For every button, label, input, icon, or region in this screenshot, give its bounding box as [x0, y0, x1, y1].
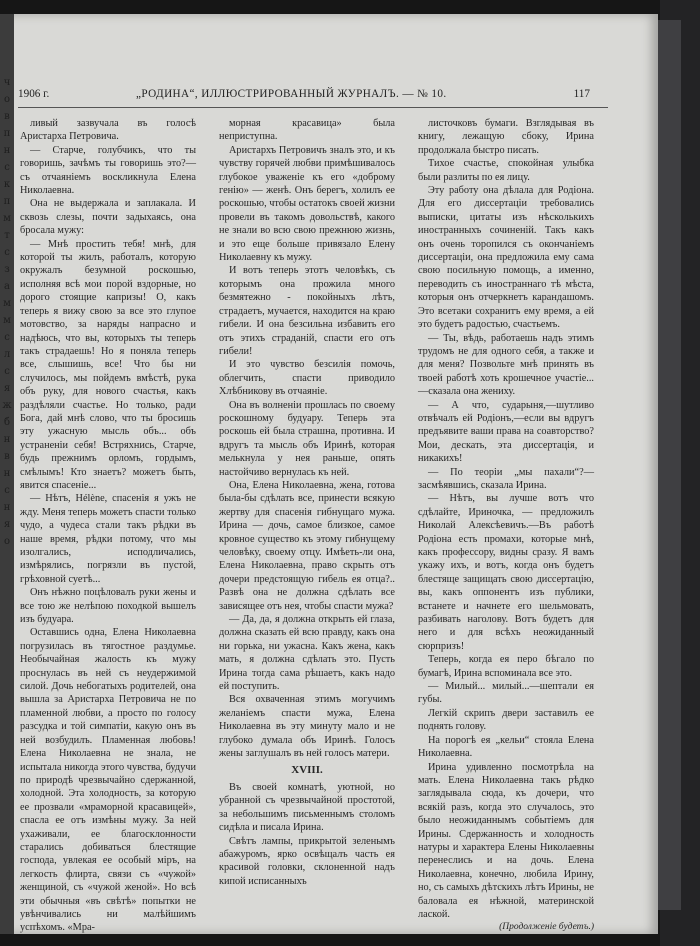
gutter-char: о: [3, 536, 11, 547]
paragraph: — По теоріи „мы пахали“?— засмѣявшись, сказала Ирина.: [418, 466, 594, 491]
paragraph: Она, Елена Николаевна, жена, готова была-бы сдѣлать все, принести всякую жертву для спасенія гибнущаго мужа. Ирина — дочь, самое близкое, самое кровное существо къ этому гибнущему человѣку, своему отцу. Имѣеть-ли она, Елена Николаевна, право скрыть отъ дочери предстоящую гибель ея отца?.. Развѣ она не должна сдѣлать все зависящее отъ нея, чтобы спасти мужа?: [219, 479, 395, 612]
paragraph: — Да, да, я должна открыть ей глаза, должна сказать ей всю правду, какъ она ни горька, ни ужасна. Какъ жена, какъ мать, я должна сдѣлать это. Пусть Ирина тогда сама рѣшаетъ, какъ надо ей поступить.: [219, 614, 395, 693]
paragraph: — А что, сударыня,—шутливо отвѣчалъ ей Родіонъ,—если вы вдругъ предъявите ваши права на соавторство? Мои, дескать, эта диссертація, и никакихъ!: [418, 399, 594, 465]
paragraph: — Мнѣ простить тебя! мнѣ, для которой ты жилъ, работалъ, которую окружалъ безумной роскошью, исполняя всѣ мои порой вздорные, но дорого стоящие капризы! О, какъ теперь я вижу свою за все это глупое мотовство, за наряды напрасно и надѣюсь, что вы, которыхъ ты теперь такъ страдаешь! Но я поняла теперь все, слышишь, все! Что бы ни случилось, мы пойдемъ вмѣстѣ, рука объ руку, для нового счастья, какъ раздѣляли счастье. Но только, ради Бога, дай мнѣ слово, что ты бросишь эту ужасную мысль объ... объ устраненіи себя! Встряхнись, Старче, будь прежнимъ орломъ, гордымъ, смѣлымъ! Кто знаетъ? можетъ быть, явится спасеніе...: [20, 238, 196, 491]
gutter-char: я: [3, 519, 11, 530]
paragraph: Тихое счастье, спокойная улыбка были разлиты по ея лицу.: [418, 158, 594, 183]
paragraph: Вся охваченная этимъ могучимъ желаніемъ спасти мужа, Елена Николаевна въ эту минуту мало и не глубоко думала объ Иринѣ. Голосъ жены заглушалъ въ ней голосъ матери.: [219, 694, 395, 760]
gutter-char: л: [3, 349, 11, 360]
paragraph: Въ своей комнатѣ, уютной, но убранной съ чрезвычайной простотой, за небольшимъ письменнымъ столомъ сидѣла и писала Ирина.: [219, 781, 395, 834]
gutter-char: з: [4, 264, 10, 275]
paragraph: листочковъ бумаги. Взглядывая въ книгу, лежащую сбоку, Ирина продолжала быстро писать.: [418, 118, 594, 156]
gutter-char: в: [4, 111, 10, 122]
journal-page: [0, 14, 658, 934]
gutter-char: м: [3, 315, 11, 326]
header-rule: [18, 107, 608, 108]
paragraph: И это чувство безсилія помочь, облегчить, спасти приводило Хлѣбникову въ отчаяніе.: [219, 359, 395, 398]
gutter-char: п: [3, 128, 11, 139]
gutter-char: м: [3, 213, 11, 224]
running-header: [18, 88, 608, 104]
gutter-char: с: [4, 485, 10, 496]
continued-note: (Продолженіе будетъ.): [499, 922, 594, 933]
gutter-char: т: [4, 230, 10, 241]
gutter-char: с: [4, 247, 10, 258]
text-column-2: [219, 117, 395, 907]
chapter-heading: XVIII.: [291, 763, 323, 776]
paragraph: — Милый... милый...—шептали ея губы.: [418, 681, 594, 706]
gutter-char: н: [3, 145, 11, 156]
paragraph: — Нѣтъ, Hélène, спасенія я ужъ не жду. Меня теперь можетъ спасти только чудо, а чудеса стали такъ рѣдки въ наше время, рѣдки потому, что мы изолгались, исподличались, измѣрялись, погрязли въ пустой, грѣховной суетѣ...: [20, 493, 196, 585]
paragraph: Аристархъ Петровичъ зналъ это, и къ чувству горячей любви примѣшивалось глубокое уваженіе къ его «доброму генію» — женѣ. Онъ берегъ, холилъ ее роскошью, чтобы остатокъ своей жизни провели въ такомъ довольствѣ, какого не знали во всю свою прежнюю жизнь, и это еще больше привязало Елену Николаевну къ мужу.: [219, 144, 395, 264]
paragraph: Теперь, когда ея перо бѣгало по бумагѣ, Ирина вспоминала все это.: [418, 654, 594, 679]
text-column-1: [20, 117, 196, 934]
paragraph: морная красавица» была неприступна.: [219, 118, 395, 143]
gutter-char: н: [3, 468, 11, 479]
paragraph: И вотъ теперь этотъ человѣкъ, съ которымъ она прожила много безмятежно - покойныхъ лѣтъ, страдаетъ, мучается, находится на краю гибели. И она безсильна избавить его отъ этихъ страданій, спасти его отъ гибели!: [219, 265, 395, 357]
gutter-char: с: [4, 332, 10, 343]
paragraph: Онъ нѣжно поцѣловалъ руки жены и все тою же нелѣпою походкой вышелъ изъ будуара.: [20, 587, 196, 626]
header-year: 1906 г.: [18, 88, 50, 100]
gutter-char: ч: [3, 77, 11, 88]
paragraph: Оставшись одна, Елена Николаевна погрузилась въ тягостное раздумье. Необычайная жалость къ мужу проснулась въ ней съ неудержимой силой. Дочь небогатыхъ родителей, она вышла за Аристарха Петровича не по пламенной любви, а просто по голосу разсудка и той симпатіи, какую онъ въ ней возбудилъ. Пламенная любовь! Елена Николаевна не знала, не испытала никогда этого чувства, будучи по природѣ чрезвычайно сдержанной, холодной. Эта холодность, за которую ее прозвали «мраморной красавицей», спасла ее отъ измѣны мужу. За ней ухаживали, ее благосклонности старались добиваться блестящие господа, увлекая ее особый міръ, на легкость флирта, связи съ «чужой» женщиной, съ «чужой женой». Но всѣ эти обычныя «въ свѣтѣ» попытки не увѣнчивались ни малѣйшимъ успѣхомъ. «Мра-: [20, 627, 196, 934]
page-number: 117: [573, 88, 590, 100]
gutter-char: я: [3, 383, 11, 394]
gutter-char: о: [3, 94, 11, 105]
paragraph: — Старче, голубчикъ, что ты говоришь, зачѣмъ ты говоришь это?—съ отчаяніемъ воскликнула Елена Николаевна.: [20, 144, 196, 197]
paragraph: Эту работу она дѣлала для Родіона. Для его диссертаціи требовались выписки, цитаты изъ нѣсколькихъ иностранныхъ сочиненій. Такъ какъ онъ очень торопился съ окончаніемъ диссертаціи, она предложила ему сама свою посильную помощь, а именно, переводить съ иностраннаго тѣ мѣста, которыя онъ отчеркнетъ карандашомъ. Это всетаки сохранитъ ему время, а ей это будетъ радостью, счастьемъ.: [418, 185, 594, 331]
gutter-char: п: [3, 196, 11, 207]
paragraph: Она въ волненіи прошлась по своему роскошному будуару. Теперь эта роскошь ей была страшна, противна. И вдругъ та мысль объ Иринѣ, которая мелькнула у нея раньше, опять настойчиво вернулась къ ней.: [219, 399, 395, 478]
paragraph: На порогѣ ея „кельи“ стояла Елена Николаевна.: [418, 734, 594, 760]
gutter-text: [0, 74, 14, 550]
gutter-char: н: [3, 502, 11, 513]
paragraph: Ирина удивленно посмотрѣла на мать. Елена Николаевна такъ рѣдко заглядывала сюда, къ дочери, что всякій разъ, когда это случалось, это было неожиданнымъ событіемъ для Ирины. Сдержанность и холодность натуры и характера Елены Николаевны перенеслись и на дочь. Елена Николаевна, конечно, любила Ирину, но, съ самыхъ дѣтскихъ лѣтъ Ирины, не баловала ея нѣжной, материнской лаской.: [418, 761, 594, 920]
paragraph: Легкій скрипъ двери заставилъ ее поднять голову.: [418, 707, 594, 733]
paragraph: — Ты, вѣдь, работаешь надъ этимъ трудомъ не для одного себя, а также и для меня? Позвольте мнѣ принять въ твоей работѣ хоть крошечное участіе...—сказала она жениху.: [418, 332, 594, 398]
paragraph: Она не выдержала и заплакала. И сквозь слезы, почти задыхаясь, она бросала мужу:: [20, 198, 196, 237]
gutter-char: а: [4, 281, 10, 292]
binding-gutter: [0, 14, 14, 934]
paragraph: — Нѣтъ, вы лучше вотъ что сдѣлайте, Ириночка, — предложилъ Николай Алексѣевичъ.—Въ работѣ Родіона есть промахи, которые мнѣ, какъ профессору, видны сразу. Я вамъ укажу ихъ, и вотъ, когда онъ будетъ блестяще защищать свою диссертацію, вы, какъ оппонентъ изъ публики, встанете и начнете его шельмовать, разбивать наголову. Вотъ будетъ для него и для всѣхъ неожиданный сюрпризъ!: [418, 493, 594, 652]
gutter-char: б: [3, 417, 11, 428]
gutter-char: м: [3, 298, 11, 309]
text-column-3: [418, 117, 594, 933]
gutter-char: к: [3, 179, 11, 190]
gutter-char: н: [3, 434, 11, 445]
gutter-char: ж: [2, 400, 12, 411]
gutter-char: с: [4, 162, 10, 173]
paragraph: Свѣтъ лампы, прикрытой зеленымъ абажуромъ, ярко освѣщалъ часть ея красивой головки, склоненной надъ кипой исписанныхъ: [219, 835, 395, 887]
gutter-char: в: [4, 451, 10, 462]
header-title: „РОДИНА“, ИЛЛЮСТРИРОВАННЫЙ ЖУРНАЛЪ. — № 10.: [136, 88, 447, 100]
gutter-char: с: [4, 366, 10, 377]
paragraph: ливый зазвучала въ голосѣ Аристарха Петровича.: [20, 118, 196, 143]
